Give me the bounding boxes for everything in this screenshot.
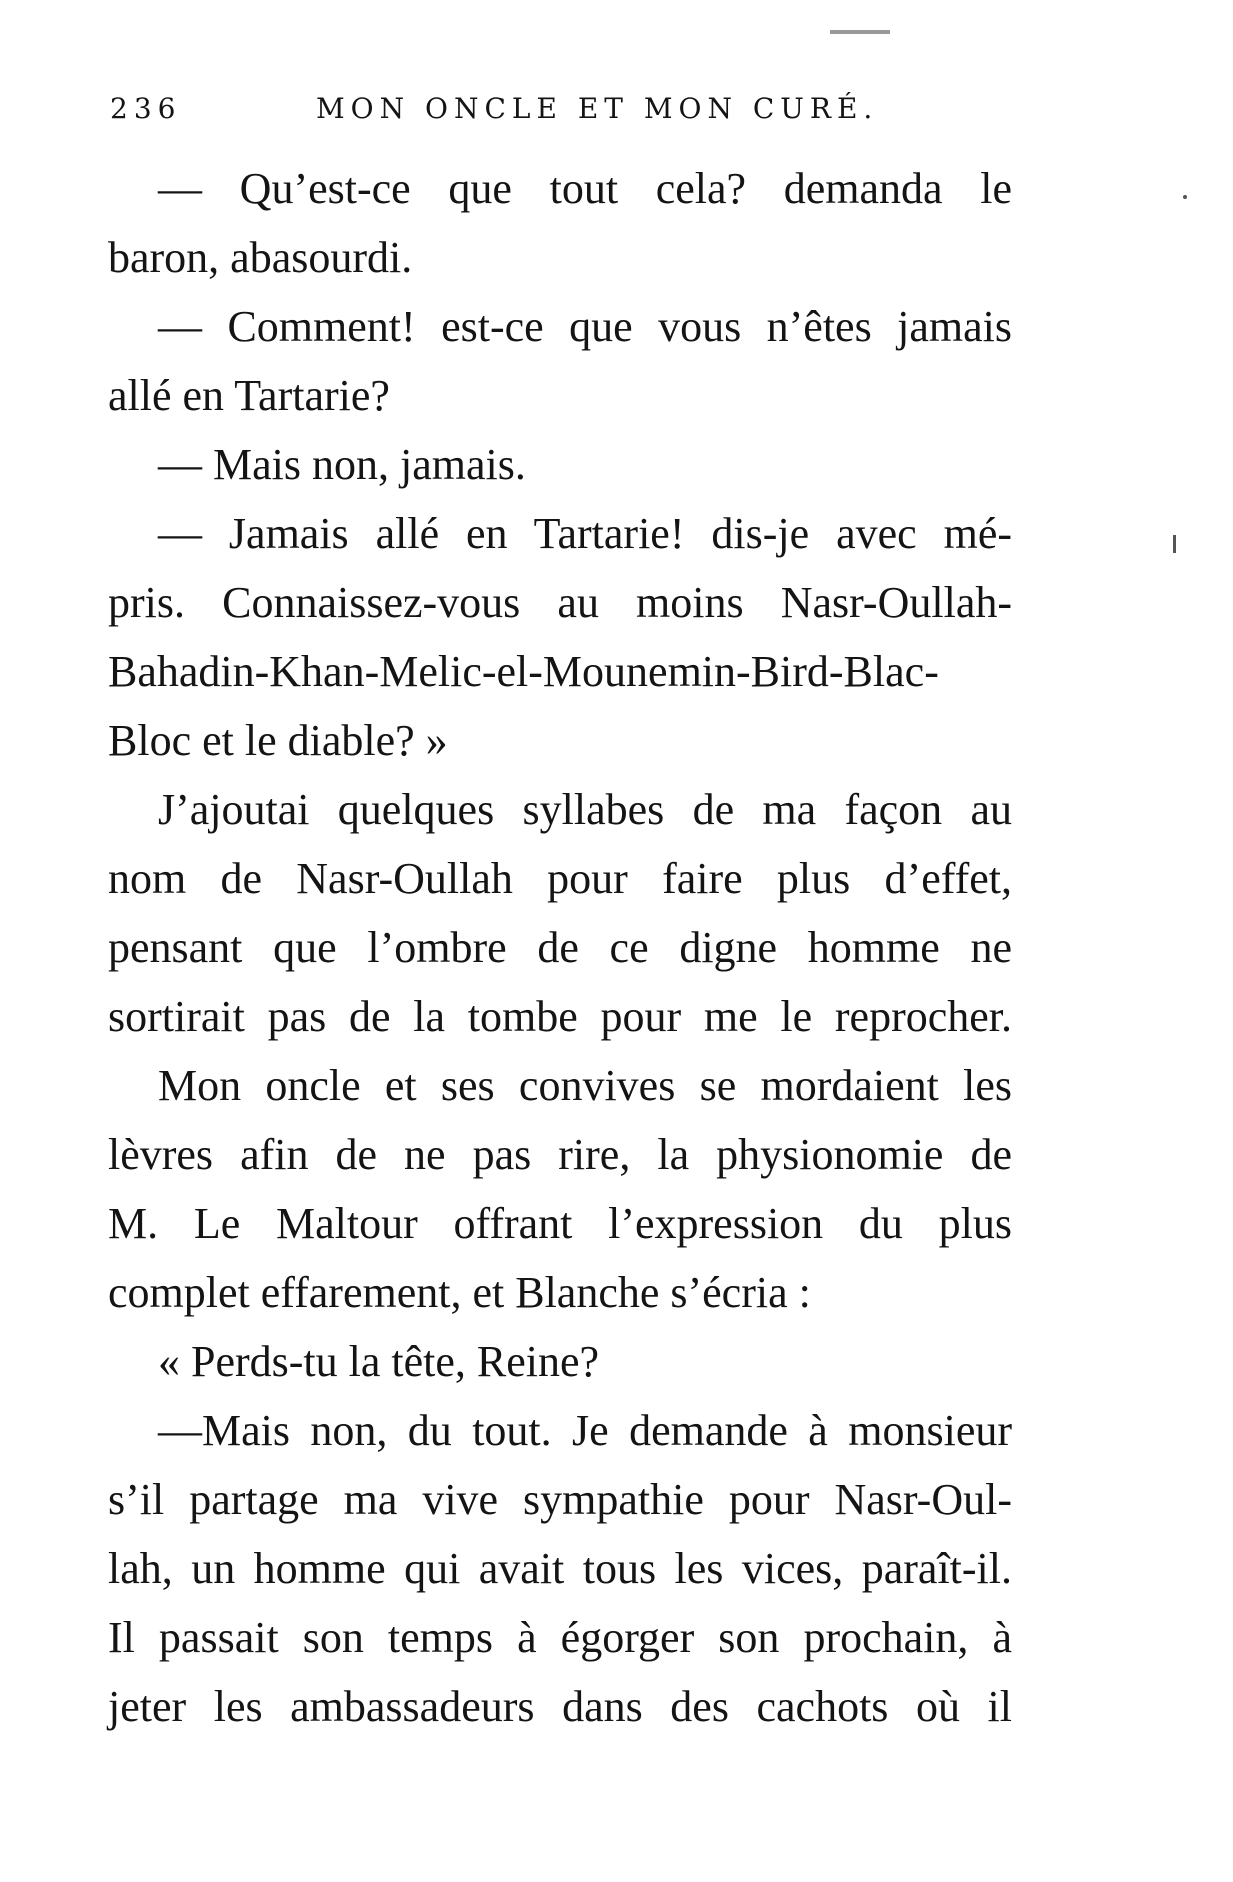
- text-line: nom de Nasr-Oullah pour faire plus d’effet,: [108, 854, 1012, 903]
- text-line: Bloc et le diable? »: [108, 716, 448, 765]
- body-text: [108, 154, 1012, 1741]
- text-line: lèvres afin de ne pas rire, la physionomie de: [108, 1130, 1012, 1179]
- running-title: MON ONCLE ET MON CURÉ.: [316, 92, 879, 125]
- text-line: pris. Connaissez-vous au moins Nasr-Oullah-: [108, 578, 1012, 627]
- ink-smudge: [830, 30, 890, 34]
- text-line: pensant que l’ombre de ce digne homme ne: [108, 923, 1012, 972]
- text-line: Il passait son temps à égorger son prochain, à: [108, 1613, 1012, 1662]
- page-number: 236: [110, 92, 182, 125]
- text-line: baron, abasourdi.: [108, 233, 413, 282]
- text-line: complet effarement, et Blanche s’écria :: [108, 1268, 811, 1317]
- text-line: — Jamais allé en Tartarie! dis-je avec mé-: [158, 509, 1012, 558]
- text-line: jeter les ambassadeurs dans des cachots où il: [108, 1682, 1012, 1731]
- text-line: lah, un homme qui avait tous les vices, paraît-il.: [108, 1544, 1012, 1593]
- text-line: allé en Tartarie?: [108, 371, 390, 420]
- page-header: [110, 92, 1010, 132]
- text-line: « Perds-tu la tête, Reine?: [158, 1337, 600, 1386]
- text-line: — Comment! est-ce que vous n’êtes jamais: [158, 302, 1012, 351]
- ink-mark: [1173, 535, 1176, 553]
- text-line: — Qu’est-ce que tout cela? demanda le: [158, 164, 1012, 213]
- text-line: sortirait pas de la tombe pour me le reprocher.: [108, 992, 1012, 1041]
- text-line: Mon oncle et ses convives se mordaient les: [158, 1061, 1012, 1110]
- text-line: —Mais non, du tout. Je demande à monsieur: [158, 1406, 1012, 1455]
- text-line: Bahadin-Khan-Melic-el-Mounemin-Bird-Blac-: [108, 647, 939, 696]
- text-line: s’il partage ma vive sympathie pour Nasr-Oul-: [108, 1475, 1012, 1524]
- text-line: M. Le Maltour offrant l’expression du plus: [108, 1199, 1012, 1248]
- text-line: J’ajoutai quelques syllabes de ma façon au: [158, 785, 1012, 834]
- text-line: — Mais non, jamais.: [158, 440, 526, 489]
- ink-dot: [1183, 195, 1187, 199]
